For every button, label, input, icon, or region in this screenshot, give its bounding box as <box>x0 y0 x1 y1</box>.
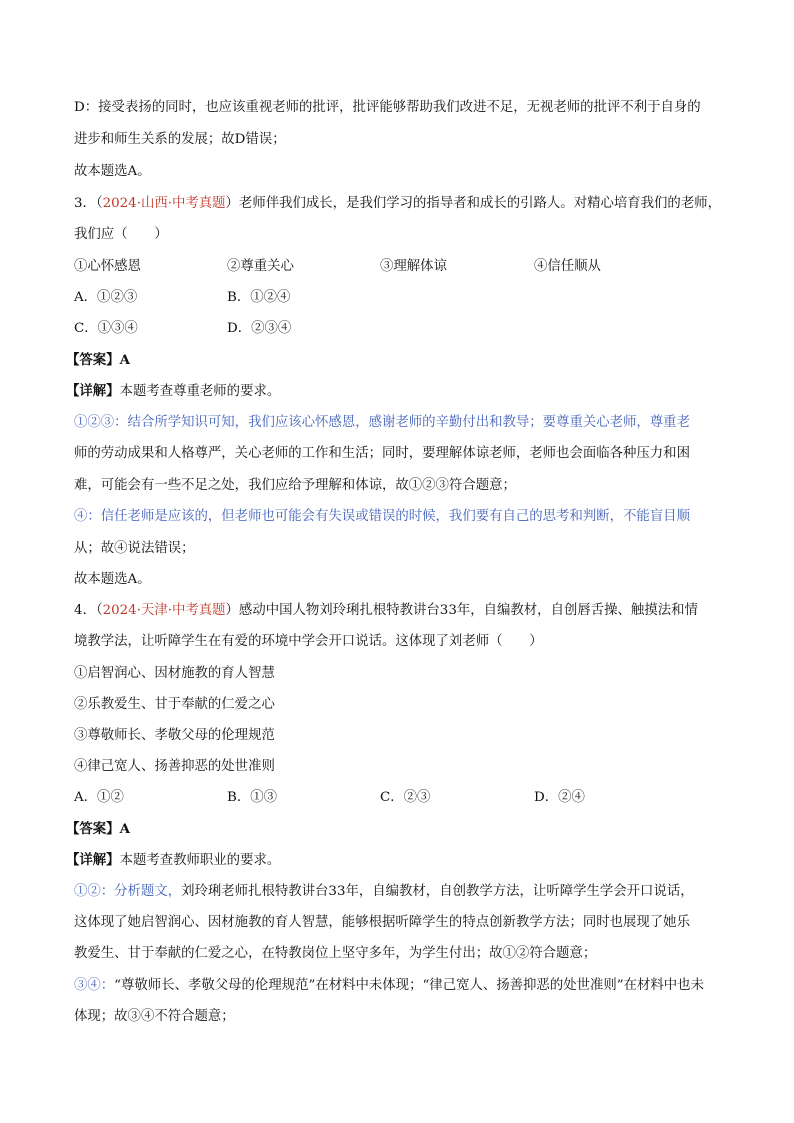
q4-analysis-1-line1 <box>74 882 694 902</box>
q3-item-2: ②尊重关心 <box>227 259 294 274</box>
q3-source-tag: 2024·山西·中考真题 <box>102 196 226 211</box>
q3-answer-value: A <box>119 352 130 368</box>
q3-analysis-2-line1: ④：信任老师是应该的，但老师也可能会有失误或错误的时候，我们要有自己的思考和判断，不能盲目顺 <box>74 509 690 524</box>
q4-source-tag: 2024·天津·中考真题 <box>102 603 226 618</box>
q4-stem-line2: 境教学法，让听障学生在有爱的环境中学会开口说话。这体现了刘老师（ ） <box>74 634 543 649</box>
q4-answer-value: A <box>119 821 130 837</box>
q4-answer-label: 【答案】 <box>66 821 120 837</box>
q4-option-d: D．②④ <box>534 790 585 805</box>
q3-answer-label: 【答案】 <box>66 352 120 368</box>
q3-answer <box>66 350 130 370</box>
q3-item-4: ④信任顺从 <box>534 259 601 274</box>
q3-item-1: ①心怀感恩 <box>74 259 141 274</box>
q4-option-a: A．①② <box>74 790 124 805</box>
q3-option-d: D．②③④ <box>227 321 292 336</box>
prev-conclusion: 故本题选A。 <box>74 164 151 179</box>
q4-item-1: ①启智润心、因材施教的育人智慧 <box>74 666 275 681</box>
q3-option-c: C．①③④ <box>74 321 138 336</box>
q3-item-3: ③理解体谅 <box>380 259 447 274</box>
q4-analysis-2-line2: 体现；故③④不符合题意； <box>74 1009 235 1024</box>
prev-option-d-line1: D：接受表扬的同时，也应该重视老师的批评，批评能够帮助我们改进不足，无视老师的批评不利于自身的 <box>74 100 701 115</box>
q3-detail <box>66 381 280 402</box>
q4-detail-label: 【详解】 <box>66 852 120 868</box>
q3-analysis-1-line1: ①②③：结合所学知识可知，我们应该心怀感恩，感谢老师的辛勤付出和教导；要尊重关心老师，尊重老 <box>74 415 690 430</box>
q3-option-a: A．①②③ <box>74 290 138 305</box>
q4-analysis-1-line3: 教爱生、甘于奉献的仁爱之心，在特教岗位上坚守多年，为学生付出；故①②符合题意； <box>74 946 597 961</box>
prev-option-d-line2: 进步和师生关系的发展；故D错误； <box>74 132 286 147</box>
q3-conclusion: 故本题选A。 <box>74 572 151 587</box>
q3-stem-text: ）老师伴我们成长，是我们学习的指导者和成长的引路人。对精心培育我们的老师， <box>225 196 721 211</box>
q3-detail-text: 本题考查尊重老师的要求。 <box>119 384 281 399</box>
q3-option-b: B．①②④ <box>227 290 291 305</box>
q3-detail-label: 【详解】 <box>66 383 120 399</box>
q4-stem-text: ）感动中国人物刘玲琍扎根特教讲台33年，自编教材，自创唇舌操、触摸法和情 <box>225 603 698 618</box>
q4-analysis-2-prefix: ③④： <box>74 978 115 993</box>
q4-item-4: ④律己宽人、扬善抑恶的处世准则 <box>74 759 275 774</box>
q3-analysis-2-line2: 从；故④说法错误； <box>74 541 195 556</box>
q4-option-c: C．②③ <box>380 790 431 805</box>
q3-number: 3．（ <box>74 196 103 211</box>
q3-analysis-1-line2: 师的劳动成果和人格尊严，关心老师的工作和生活；同时，要理解体谅老师，老师也会面临各种压力和困 <box>74 446 690 461</box>
q3-analysis-1-line3: 难，可能会有一些不足之处，我们应给予理解和体谅，故①②③符合题意； <box>74 478 516 493</box>
q4-analysis-1-prefix: ①②：分析题文， <box>74 884 182 899</box>
q4-stem-line1 <box>74 601 698 621</box>
q4-analysis-2-line1 <box>74 976 704 996</box>
q4-item-3: ③尊敬师长、孝敬父母的伦理规范 <box>74 728 275 743</box>
q4-analysis-1-text: 刘玲琍老师扎根特教讲台33年，自编教材，自创教学方法，让听障学生学会开口说话， <box>181 884 694 899</box>
q3-stem-line1 <box>74 194 721 214</box>
q4-number: 4．（ <box>74 603 103 618</box>
q4-detail-text: 本题考查教师职业的要求。 <box>119 853 281 868</box>
q4-item-2: ②乐教爱生、甘于奉献的仁爱之心 <box>74 697 275 712</box>
q4-option-b: B．①③ <box>227 790 278 805</box>
q4-analysis-1-line2: 这体现了她启智润心、因材施教的育人智慧，能够根据听障学生的特点创新教学方法；同时也展现了她乐 <box>74 915 690 930</box>
q4-answer <box>66 819 130 839</box>
q3-stem-line2: 我们应（ ） <box>74 227 168 242</box>
q4-analysis-2-text: “尊敬师长、孝敬父母的伦理规范”在材料中未体现；“律己宽人、扬善抑恶的处世准则”在材料中也未 <box>114 978 704 993</box>
q4-detail <box>66 850 280 871</box>
